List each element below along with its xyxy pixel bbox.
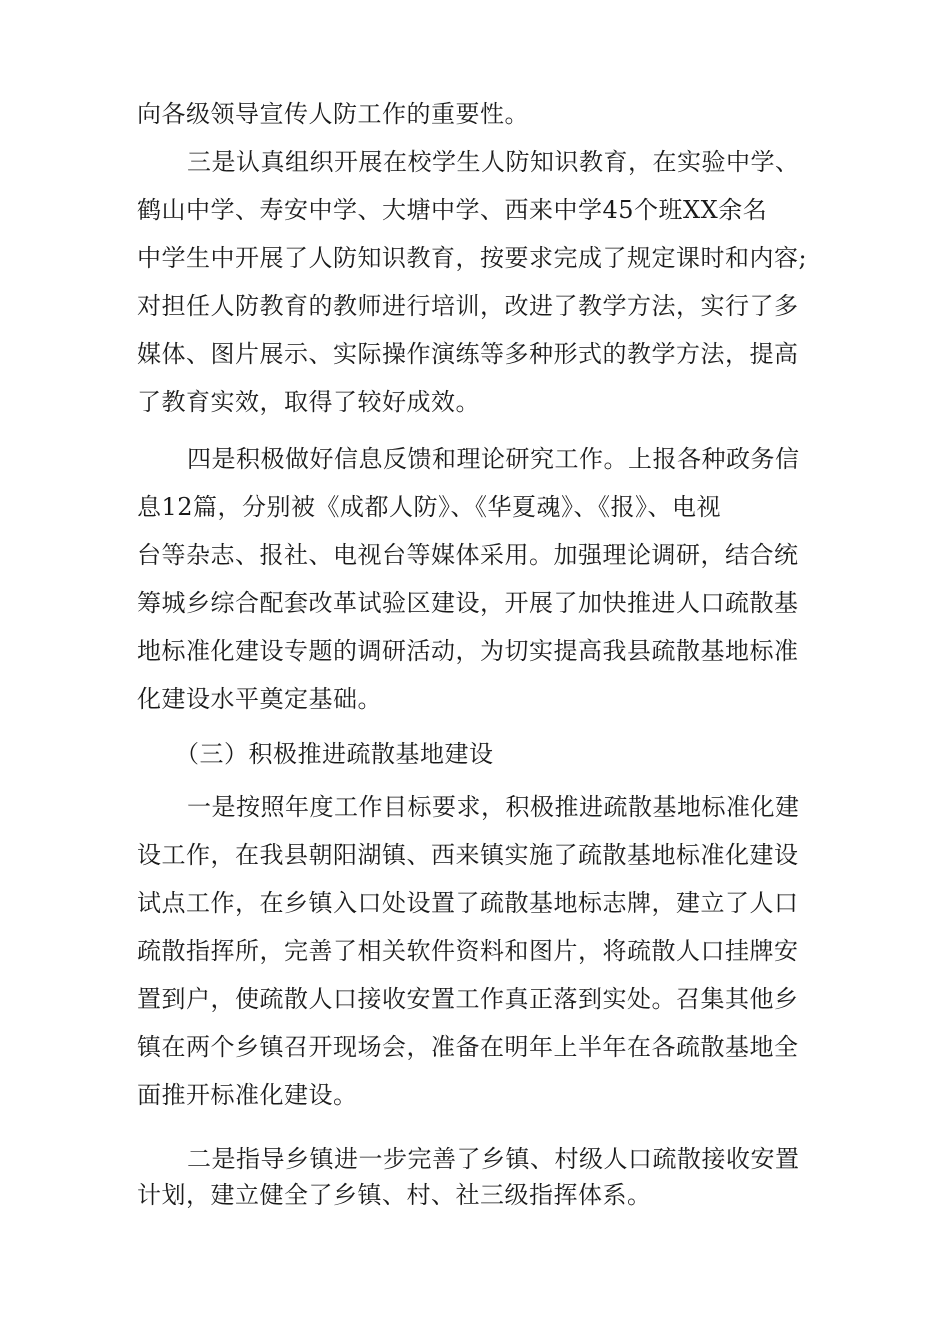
text-line: 鹤山中学、寿安中学、大塘中学、西来中学45个班XX余名 [137,196,768,224]
text-line: 疏散指挥所，完善了相关软件资料和图片，将疏散人口挂牌安 [137,937,799,965]
text-line: 对担任人防教育的教师进行培训，改进了教学方法，实行了多 [137,292,799,320]
section-heading: （三）积极推进疏散基地建设 [175,740,494,768]
text-line: 息12篇，分别被《成都人防》、《华夏魂》、《报》、电视 [137,493,722,521]
text-line: 了教育实效，取得了较好成效。 [137,388,480,416]
text-line: 试点工作，在乡镇入口处设置了疏散基地标志牌，建立了人口 [137,889,799,917]
text-line: 面推开标准化建设。 [137,1081,358,1109]
text-line: 向各级领导宣传人防工作的重要性。 [137,100,529,128]
text-line: 媒体、图片展示、实际操作演练等多种形式的教学方法，提高 [137,340,799,368]
paragraph-start-line: 三是认真组织开展在校学生人防知识教育，在实验中学、 [187,148,800,176]
text-line: 台等杂志、报社、电视台等媒体采用。加强理论调研，结合统 [137,541,799,569]
text-line: 设工作，在我县朝阳湖镇、西来镇实施了疏散基地标准化建设 [137,841,799,869]
text-line: 计划，建立健全了乡镇、村、社三级指挥体系。 [137,1181,652,1209]
paragraph-start-line: 二是指导乡镇进一步完善了乡镇、村级人口疏散接收安置 [187,1145,800,1173]
paragraph-start-line: 四是积极做好信息反馈和理论研究工作。上报各种政务信 [187,445,800,473]
text-line: 化建设水平奠定基础。 [137,685,382,713]
text-line: 置到户，使疏散人口接收安置工作真正落到实处。召集其他乡 [137,985,799,1013]
text-line: 地标准化建设专题的调研活动，为切实提高我县疏散基地标准 [137,637,799,665]
text-line: 筹城乡综合配套改革试验区建设，开展了加快推进人口疏散基 [137,589,799,617]
text-line: 中学生中开展了人防知识教育，按要求完成了规定课时和内容; [137,244,808,272]
paragraph-start-line: 一是按照年度工作目标要求，积极推进疏散基地标准化建 [187,793,800,821]
text-line: 镇在两个乡镇召开现场会，准备在明年上半年在各疏散基地全 [137,1033,799,1061]
